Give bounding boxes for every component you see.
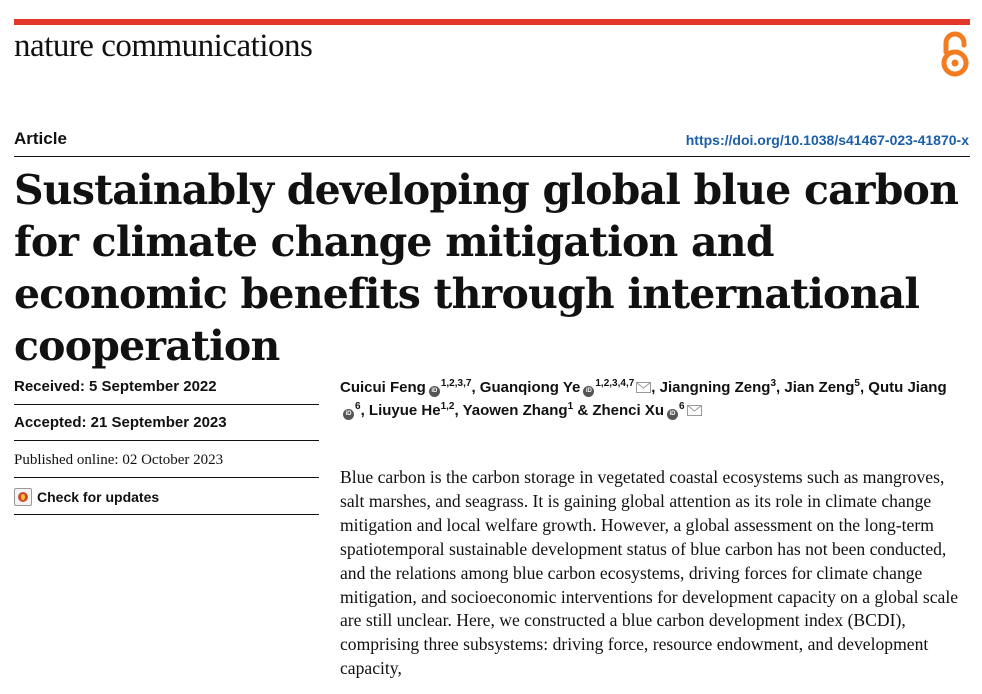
journal-name[interactable]: nature communications [14, 28, 313, 64]
affiliation-superscript: 1 [567, 401, 574, 412]
affiliation-superscript: 1,2,3,4,7 [595, 378, 635, 389]
meta-divider [14, 477, 319, 478]
author-list: Cuicui Feng iD$^{1,2,3,7}$, Guanqiong Ye iD$^{1,2,3,4,7}$ , Jiangning Zeng$^3$, Jian Zeng$^5$, Qutu JiangiD$^6$, Liuyue He$^{1,2}$, Yaowen Zhang$^1$ & Zhenci Xu $iD^6$ [340, 378, 947, 419]
author[interactable] [340, 379, 471, 396]
author[interactable] [480, 379, 652, 396]
article-title: Sustainably developing global blue carbon for climate change mitigation and economic benefits through international cooperation [14, 166, 959, 370]
accepted-date: Accepted: 21 September 2023 [14, 414, 227, 431]
check-updates-label: Check for updates [37, 489, 160, 505]
meta-divider [14, 404, 319, 405]
author-name[interactable]: Jian Zeng [784, 379, 855, 396]
header-divider [14, 156, 970, 157]
author[interactable] [369, 402, 455, 419]
email-icon[interactable] [636, 382, 651, 393]
author-name[interactable]: Yaowen Zhang [462, 402, 568, 419]
author-name[interactable]: Cuicui Feng [340, 379, 426, 396]
abstract-text: Blue carbon is the carbon storage in vegetated coastal ecosystems such as mangroves, salt marshes, and seagrass. It is gaining global attention as its role in climate change mitigation and local welfare growth. However, a global assessment on the long-term spatiotemporal sustainable development status of blue carbon has not been conducted, and the relations among blue carbon ecosystems, driving forces for climate change mitigation, and socioeconomic interventions for development capacity on a global scale are still unclear. Here, we constructed a blue carbon development index (BCDI), comprising three subsystems: driving force, resource endowment, and development capacity, [340, 467, 959, 679]
author[interactable] [592, 402, 701, 419]
check-updates-icon [14, 488, 32, 506]
author-name[interactable]: Jiangning Zeng [659, 379, 771, 396]
orcid-icon[interactable]: iD [429, 386, 440, 397]
meta-divider [14, 514, 319, 515]
author-name[interactable]: Liuyue He [368, 402, 441, 419]
orcid-icon[interactable]: iD [343, 409, 354, 420]
affiliation-superscript: 6 [679, 401, 685, 412]
published-date: Published online: 02 October 2023 [14, 452, 224, 468]
author[interactable] [784, 379, 860, 396]
article-type-label: Article [14, 129, 67, 148]
meta-divider [14, 440, 319, 441]
received-date: Received: 5 September 2022 [14, 378, 217, 395]
open-access-icon [938, 30, 972, 78]
affiliation-superscript: 1,2,3,7 [440, 378, 472, 389]
author-name[interactable]: Guanqiong Ye [479, 379, 581, 396]
orcid-icon[interactable]: iD [667, 409, 678, 420]
email-icon[interactable] [687, 405, 702, 416]
doi-link[interactable]: https://doi.org/10.1038/s41467-023-41870-x [685, 132, 969, 148]
author-name[interactable]: Zhenci Xu [592, 402, 665, 419]
author-name[interactable]: Qutu Jiang [868, 379, 947, 396]
author[interactable] [660, 379, 776, 396]
author[interactable] [463, 402, 574, 419]
affiliation-superscript: 1,2 [440, 401, 455, 412]
check-for-updates-button[interactable] [14, 488, 319, 506]
affiliation-superscript: 5 [854, 378, 860, 389]
affiliation-superscript: 3 [770, 378, 777, 389]
orcid-icon[interactable]: iD [583, 386, 594, 397]
affiliation-superscript: 6 [355, 401, 361, 412]
header-accent-bar [14, 19, 970, 25]
